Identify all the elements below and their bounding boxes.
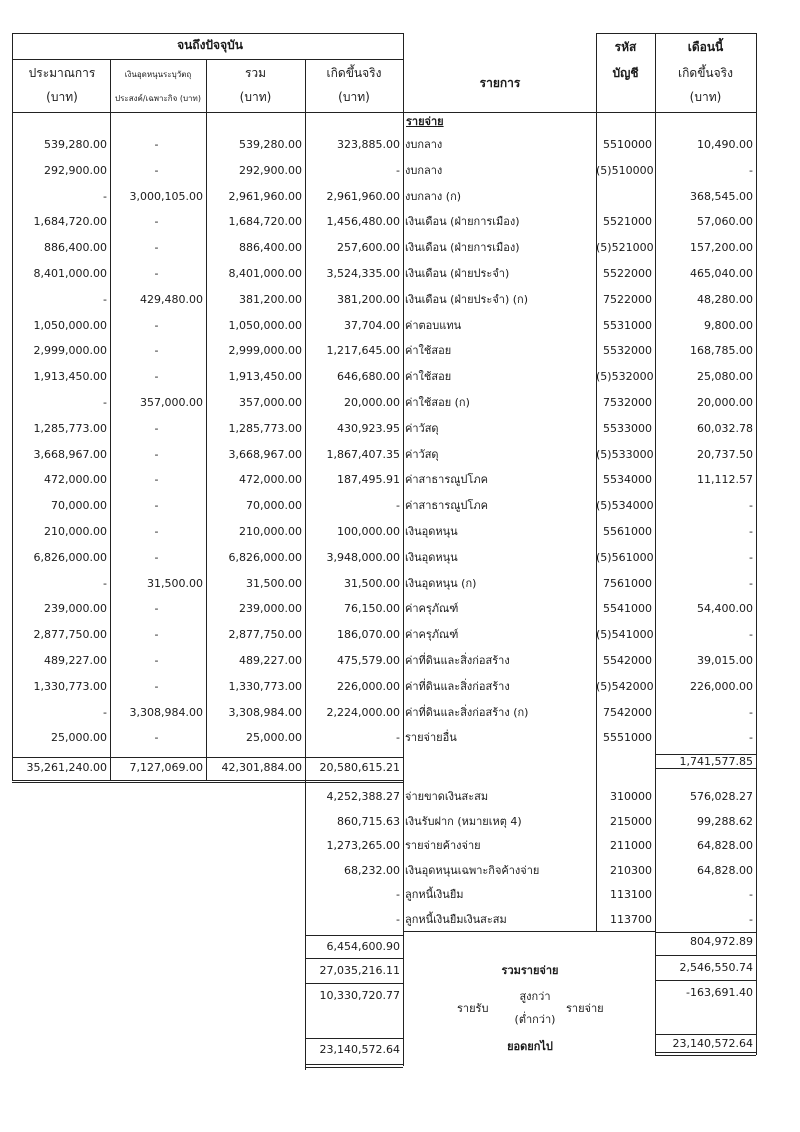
total-expense-actual: 27,035,216.11 [319, 964, 400, 977]
row-month: - [749, 628, 753, 642]
row-item: เงินอุดหนุน [405, 525, 458, 538]
item-column-rule [403, 33, 404, 1066]
totals-estimate: 35,261,240.00 [26, 761, 107, 774]
header-estimate-unit: (บาท) [46, 90, 78, 104]
row-month: 57,060.00 [697, 215, 753, 229]
header-subsidy: เงินอุดหนุนระบุวัตถุ [124, 70, 192, 79]
row-estimate: 886,400.00 [44, 241, 107, 255]
row-actual: 100,000.00 [337, 525, 400, 538]
header-month-2: เกิดขึ้นจริง [678, 66, 733, 80]
header-item: รายการ [479, 76, 521, 90]
row-total: 357,000.00 [239, 396, 302, 409]
other-row-item: รายจ่ายค้างจ่าย [405, 839, 481, 852]
row-actual: 430,923.95 [337, 421, 400, 435]
row-month: 60,032.78 [697, 421, 753, 435]
carry-actual: 23,140,572.64 [319, 1043, 400, 1056]
row-estimate: 489,227.00 [44, 654, 107, 667]
row-month: - [749, 163, 753, 177]
row-actual: 1,867,407.35 [326, 447, 400, 461]
other-row-item: ลูกหนี้เงินยืมเงินสะสม [405, 912, 507, 926]
row-actual: - [396, 731, 400, 745]
row-item: งบกลาง [405, 163, 443, 177]
row-item: ค่าใช้สอย [405, 370, 452, 384]
row-estimate: 210,000.00 [44, 525, 107, 538]
row-item: ค่าสาธารณูปโภค [405, 473, 488, 487]
row-item: เงินอุดหนุน [405, 550, 458, 564]
row-estimate: 472,000.00 [44, 473, 107, 487]
row-code: 5541000 [603, 602, 652, 616]
other-row-item: เงินอุดหนุนเฉพาะกิจค้างจ่าย [405, 863, 540, 877]
row-month: 54,400.00 [697, 602, 753, 616]
row-item: รายจ่ายอื่น [405, 731, 457, 745]
row-actual: 1,217,645.00 [326, 344, 400, 358]
other-row-code: 215000 [610, 814, 652, 828]
row-subsidy: 357,000.00 [140, 396, 203, 409]
row-code: 5532000 [603, 344, 652, 358]
row-subsidy: - [154, 602, 159, 616]
other-rows-bottom-rule [403, 931, 655, 932]
carry-month-bottom-rule-double [655, 1055, 756, 1056]
row-subsidy: - [154, 679, 159, 693]
row-actual: 381,200.00 [337, 292, 400, 306]
totals-bottom-rule [12, 780, 403, 781]
row-estimate: 239,000.00 [44, 602, 107, 616]
row-subsidy: - [154, 163, 159, 177]
row-estimate: 1,684,720.00 [33, 215, 107, 229]
row-subsidy: - [154, 215, 159, 229]
total-expense-month-top-rule [655, 955, 756, 956]
other-row-month: 64,828.00 [697, 863, 753, 877]
total-expense-month: 2,546,550.74 [679, 961, 753, 974]
row-actual: 31,500.00 [344, 576, 400, 590]
other-row-month: 576,028.27 [690, 790, 753, 803]
header-total-unit: (บาท) [239, 90, 272, 104]
row-actual: 2,961,960.00 [326, 189, 400, 203]
row-code: (5)510000 [596, 163, 654, 177]
lower-actual-left-rule [305, 780, 306, 1070]
row-item: เงินอุดหนุน (ก) [405, 576, 477, 590]
header-group-rule [12, 59, 403, 60]
row-code: 5531000 [603, 318, 652, 332]
row-item: งบกลาง [405, 138, 443, 151]
row-subsidy: - [154, 138, 159, 151]
row-total: 6,826,000.00 [228, 550, 302, 564]
row-subsidy: - [154, 731, 159, 745]
row-estimate: 25,000.00 [51, 731, 107, 745]
row-item: ค่าวัสดุ [405, 421, 439, 435]
row-item: ค่าที่ดินและสิ่งก่อสร้าง [405, 679, 510, 693]
row-code: 5510000 [603, 138, 652, 151]
row-total: 2,961,960.00 [228, 189, 302, 203]
row-actual: 257,600.00 [337, 241, 400, 255]
row-month: - [749, 550, 753, 564]
row-total: 1,913,450.00 [228, 370, 302, 384]
row-actual: 3,948,000.00 [326, 550, 400, 564]
row-code: (5)532000 [596, 370, 654, 384]
row-month: 157,200.00 [690, 241, 753, 255]
row-month: - [749, 525, 753, 538]
row-subsidy: 3,308,984.00 [129, 705, 203, 719]
row-actual: 323,885.00 [337, 138, 400, 151]
row-subsidy: 429,480.00 [140, 292, 203, 306]
other-row-month: - [749, 912, 753, 926]
subtotal-month-top-rule [655, 932, 756, 933]
row-total: 8,401,000.00 [228, 267, 302, 280]
row-subsidy: - [154, 525, 159, 538]
row-total: 292,900.00 [239, 163, 302, 177]
row-subsidy: - [154, 473, 159, 487]
row-total: 239,000.00 [239, 602, 302, 616]
row-subsidy: 3,000,105.00 [129, 189, 203, 203]
row-total: 539,280.00 [239, 138, 302, 151]
expense-label: รายจ่าย [566, 1002, 604, 1015]
other-row-item: เงินรับฝาก (หมายเหตุ 4) [405, 814, 522, 828]
row-month: 465,040.00 [690, 267, 753, 280]
other-row-actual: 1,273,265.00 [326, 839, 400, 852]
row-item: ค่าใช้สอย (ก) [405, 396, 470, 409]
row-month: - [749, 576, 753, 590]
row-actual: 2,224,000.00 [326, 705, 400, 719]
other-row-actual: - [396, 912, 400, 926]
row-total: 2,999,000.00 [228, 344, 302, 358]
right-border [756, 33, 757, 1055]
row-total: 25,000.00 [246, 731, 302, 745]
header-actual-unit: (บาท) [338, 90, 370, 104]
row-item: งบกลาง (ก) [405, 189, 462, 203]
row-actual: - [396, 499, 400, 513]
row-subsidy: - [154, 628, 159, 642]
header-estimate: ประมาณการ [28, 66, 96, 80]
row-month: 25,080.00 [697, 370, 753, 384]
header-actual: เกิดขึ้นจริง [326, 66, 382, 80]
header-bottom-rule [12, 112, 756, 113]
row-month: 39,015.00 [697, 654, 753, 667]
row-item: ค่าตอบแทน [405, 318, 462, 332]
other-row-actual: 4,252,388.27 [326, 790, 400, 803]
row-estimate: 70,000.00 [51, 499, 107, 513]
row-subsidy: - [154, 344, 159, 358]
row-actual: 20,000.00 [344, 396, 400, 409]
row-total: 472,000.00 [239, 473, 302, 487]
higher-label: สูงกว่า [519, 990, 551, 1003]
carry-month-top-rule [655, 1034, 756, 1035]
row-total: 2,877,750.00 [228, 628, 302, 642]
row-estimate: 1,330,773.00 [33, 679, 107, 693]
row-code: (5)541000 [596, 628, 654, 642]
row-code: (5)561000 [596, 550, 654, 564]
row-code: 5533000 [603, 421, 652, 435]
other-row-item: จ่ายขาดเงินสะสม [405, 790, 489, 803]
row-total: 70,000.00 [246, 499, 302, 513]
income-label: รายรับ [457, 1002, 489, 1015]
header-month-3: (บาท) [689, 90, 722, 104]
row-code: 7561000 [603, 576, 652, 590]
row-item: เงินเดือน (ฝ่ายการเมือง) [405, 241, 520, 255]
other-row-code: 211000 [610, 839, 652, 852]
row-actual: 76,150.00 [344, 602, 400, 616]
row-total: 1,684,720.00 [228, 215, 302, 229]
other-row-month: - [749, 888, 753, 901]
other-row-month: 99,288.62 [697, 814, 753, 828]
header-code-2: บัญชี [612, 66, 639, 80]
row-code: 5561000 [603, 525, 652, 538]
row-month: 11,112.57 [697, 473, 753, 487]
row-item: เงินเดือน (ฝ่ายการเมือง) [405, 215, 520, 229]
row-item: ค่าที่ดินและสิ่งก่อสร้าง [405, 654, 510, 667]
row-subsidy: 31,500.00 [147, 576, 203, 590]
row-actual: 646,680.00 [337, 370, 400, 384]
diff-month-top-rule [655, 980, 756, 981]
row-item: ค่าครุภัณฑ์ [405, 628, 459, 642]
row-total: 3,668,967.00 [228, 447, 302, 461]
header-subsidy-sub: ประสงค์/เฉพาะกิจ (บาท) [115, 94, 201, 103]
row-actual: 475,579.00 [337, 654, 400, 667]
other-row-actual: 68,232.00 [344, 863, 400, 877]
lower-label: (ต่ำกว่า) [514, 1013, 556, 1026]
other-row-code: 310000 [610, 790, 652, 803]
row-subsidy: - [154, 550, 159, 564]
row-code: 7522000 [603, 292, 652, 306]
row-subsidy: - [154, 654, 159, 667]
row-estimate: 2,999,000.00 [33, 344, 107, 358]
row-code: (5)533000 [596, 447, 654, 461]
other-row-code: 210300 [610, 863, 652, 877]
diff-actual: 10,330,720.77 [319, 989, 400, 1002]
row-item: ค่าวัสดุ [405, 447, 439, 461]
row-total: 1,050,000.00 [228, 318, 302, 332]
row-month: - [749, 705, 753, 719]
row-actual: 3,524,335.00 [326, 267, 400, 280]
row-month: 9,800.00 [704, 318, 753, 332]
row-code: 5521000 [603, 215, 652, 229]
row-item: ค่าที่ดินและสิ่งก่อสร้าง (ก) [405, 705, 529, 719]
row-item: เงินเดือน (ฝ่ายประจำ) [405, 267, 510, 280]
carry-top-rule [305, 1038, 403, 1039]
carry-bottom-rule [305, 1064, 403, 1065]
header-code: รหัส [614, 40, 637, 54]
row-item: ค่าใช้สอย [405, 344, 452, 358]
row-total: 31,500.00 [246, 576, 302, 590]
subtotal-actual: 6,454,600.90 [326, 940, 400, 953]
row-code: 7542000 [603, 705, 652, 719]
totals-actual: 20,580,615.21 [319, 761, 400, 774]
row-subsidy: - [154, 499, 159, 513]
totals-total: 42,301,884.00 [221, 761, 302, 774]
diff-month: -163,691.40 [686, 986, 753, 999]
other-row-item: ลูกหนี้เงินยืม [405, 888, 464, 901]
carry-label: ยอดยกไป [507, 1040, 553, 1053]
row-actual: 37,704.00 [344, 318, 400, 332]
row-item: ค่าครุภัณฑ์ [405, 602, 459, 616]
header-group-title: จนถึงปัจจุบัน [177, 38, 243, 52]
row-code: (5)521000 [596, 241, 654, 255]
row-estimate: - [103, 189, 107, 203]
row-estimate: 3,668,967.00 [33, 447, 107, 461]
row-total: 210,000.00 [239, 525, 302, 538]
row-month: 10,490.00 [697, 138, 753, 151]
row-estimate: - [103, 292, 107, 306]
subtotal-month: 804,972.89 [690, 935, 753, 948]
row-total: 489,227.00 [239, 654, 302, 667]
row-code: 5534000 [603, 473, 652, 487]
row-subsidy: - [154, 241, 159, 255]
row-subsidy: - [154, 370, 159, 384]
row-estimate: 1,913,450.00 [33, 370, 107, 384]
total-expense-top-rule [305, 958, 403, 959]
row-month: 20,000.00 [697, 396, 753, 409]
row-total: 1,285,773.00 [228, 421, 302, 435]
row-actual: - [396, 163, 400, 177]
other-row-code: 113100 [610, 888, 652, 901]
row-estimate: 1,285,773.00 [33, 421, 107, 435]
row-month: 20,737.50 [697, 447, 753, 461]
totals-month: 1,741,577.85 [679, 755, 753, 768]
header-total: รวม [244, 66, 267, 80]
row-actual: 226,000.00 [337, 679, 400, 693]
header-month: เดือนนี้ [687, 40, 724, 54]
row-estimate: - [103, 576, 107, 590]
other-row-code: 113700 [610, 912, 652, 926]
total-expense-label: รวมรายจ่าย [501, 964, 559, 977]
row-estimate: 539,280.00 [44, 138, 107, 151]
row-month: - [749, 731, 753, 745]
header-top-rule [12, 33, 403, 34]
row-code: (5)542000 [596, 679, 654, 693]
row-estimate: 6,826,000.00 [33, 550, 107, 564]
row-item: ค่าสาธารณูปโภค [405, 499, 488, 513]
row-month: 48,280.00 [697, 292, 753, 306]
row-month: - [749, 499, 753, 513]
other-row-actual: - [396, 888, 400, 901]
row-code: 5522000 [603, 267, 652, 280]
diff-top-rule [305, 983, 403, 984]
totals-top-rule [12, 757, 403, 758]
row-month: 168,785.00 [690, 344, 753, 358]
row-month: 368,545.00 [690, 189, 753, 203]
subtotal-top-rule [305, 935, 403, 936]
row-code: 5542000 [603, 654, 652, 667]
row-code: (5)534000 [596, 499, 654, 513]
row-estimate: 2,877,750.00 [33, 628, 107, 642]
row-code: 7532000 [603, 396, 652, 409]
header-top-rule-right [596, 33, 756, 34]
row-item: เงินเดือน (ฝ่ายประจำ) (ก) [405, 292, 528, 306]
totals-subsidy: 7,127,069.00 [129, 761, 203, 774]
row-subsidy: - [154, 267, 159, 280]
row-estimate: - [103, 396, 107, 409]
row-estimate: 8,401,000.00 [33, 267, 107, 280]
totals-bottom-rule-double [12, 782, 403, 783]
row-total: 3,308,984.00 [228, 705, 302, 719]
row-subsidy: - [154, 318, 159, 332]
row-code: 5551000 [603, 731, 652, 745]
row-subsidy: - [154, 421, 159, 435]
row-actual: 1,456,480.00 [326, 215, 400, 229]
row-estimate: - [103, 705, 107, 719]
row-actual: 187,495.91 [337, 473, 400, 487]
row-total: 886,400.00 [239, 241, 302, 255]
row-estimate: 292,900.00 [44, 163, 107, 177]
section-title: รายจ่าย [406, 115, 444, 128]
carry-month-bottom-rule [655, 1052, 756, 1053]
other-row-month: 64,828.00 [697, 839, 753, 852]
row-total: 381,200.00 [239, 292, 302, 306]
carry-bottom-rule-double [305, 1067, 403, 1068]
row-actual: 186,070.00 [337, 628, 400, 642]
row-estimate: 1,050,000.00 [33, 318, 107, 332]
row-month: 226,000.00 [690, 679, 753, 693]
row-subsidy: - [154, 447, 159, 461]
carry-month: 23,140,572.64 [672, 1037, 753, 1050]
row-total: 1,330,773.00 [228, 679, 302, 693]
other-row-actual: 860,715.63 [337, 814, 400, 828]
